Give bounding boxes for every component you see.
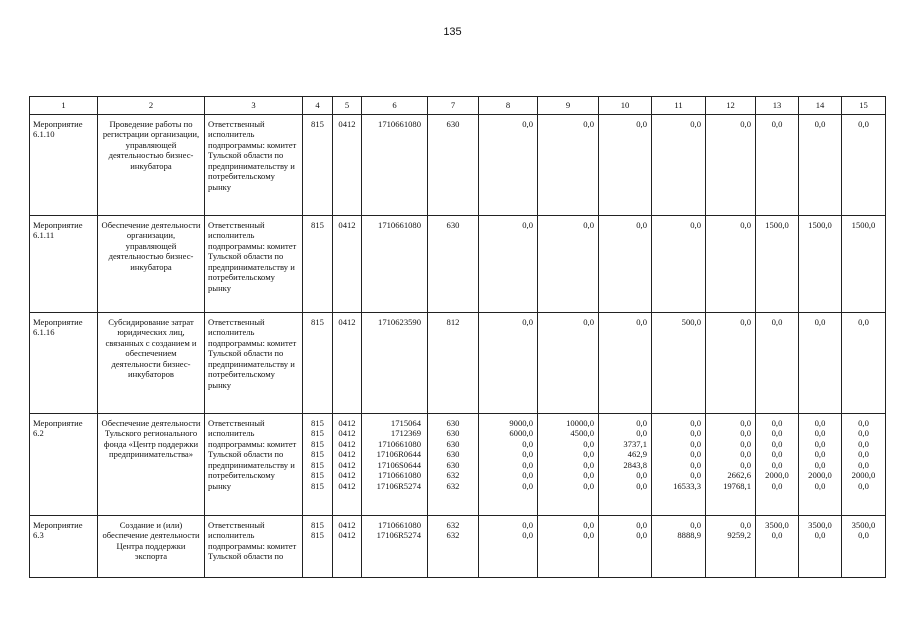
cell-value: 0,0	[858, 480, 869, 491]
cell-value: 0,0	[771, 428, 783, 439]
value-col13-cell	[756, 516, 799, 578]
cell-value: 0,0	[814, 480, 826, 491]
cell-value: 0412	[338, 449, 356, 460]
cell-value: 2662,6	[727, 470, 751, 481]
header-row	[30, 97, 886, 115]
cell-value: 0,0	[522, 317, 533, 327]
code-col4-cell	[303, 516, 333, 578]
cell-value: 0,0	[636, 530, 647, 541]
value-col14-cell	[799, 516, 842, 578]
event-id-cell	[30, 115, 98, 216]
value-col15-cell	[842, 414, 886, 516]
code-col4-cell	[303, 216, 333, 313]
cell-value: 1710661080	[378, 119, 421, 129]
cell-value: 815	[311, 470, 324, 481]
event-name-cell	[98, 414, 205, 516]
cell-value: 0,0	[522, 459, 533, 470]
cell-value: 0412	[338, 220, 356, 230]
value-col10-cell	[599, 115, 652, 216]
value-col8-cell	[479, 414, 538, 516]
cell-value: 0,0	[858, 428, 869, 439]
cell-value: 0,0	[858, 438, 869, 449]
cell-value: 0,0	[814, 119, 826, 129]
cell-value: 0,0	[814, 418, 826, 428]
cell-value: 0412	[338, 317, 356, 327]
column-header: 6	[362, 97, 428, 115]
event-name-text: Обеспечение деятельности организации, управляющей деятельностью бизнес-инкубатора	[101, 220, 201, 272]
cell-value: 630	[446, 119, 460, 129]
cell-value: 0,0	[583, 119, 594, 129]
cell-value: 0,0	[858, 449, 869, 460]
cell-value: 815	[311, 317, 324, 327]
cell-value: 0,0	[771, 438, 783, 449]
cell-value: 0,0	[740, 317, 751, 327]
cell-value: 0412	[338, 438, 356, 449]
cell-value: 462,9	[627, 449, 647, 460]
cell-value: 2000,0	[851, 470, 876, 481]
cell-value: 0,0	[740, 220, 751, 230]
column-header: 2	[98, 97, 205, 115]
cell-value: 0,0	[740, 418, 751, 428]
code-col6-cell	[362, 313, 428, 414]
cell-value: 0,0	[522, 119, 533, 129]
value-col15-cell	[842, 115, 886, 216]
cell-value: 1500,0	[765, 220, 789, 230]
value-col11-cell	[652, 216, 706, 313]
value-col13-cell	[756, 313, 799, 414]
cell-value: 0412	[338, 459, 356, 470]
column-header: 14	[799, 97, 842, 115]
code-col7-cell	[428, 216, 479, 313]
cell-value: 3500,0	[851, 520, 876, 530]
cell-value: 0,0	[690, 520, 701, 530]
cell-value: 0,0	[636, 470, 647, 481]
value-col15-cell	[842, 216, 886, 313]
event-id-cell	[30, 516, 98, 578]
cell-value: 815	[311, 220, 324, 230]
value-col8-cell	[479, 313, 538, 414]
cell-value: 0,0	[522, 438, 533, 449]
cell-value: 0,0	[814, 459, 826, 470]
cell-value: 0,0	[583, 317, 594, 327]
cell-value: 0,0	[522, 530, 533, 541]
event-id-text: Мероприятие 6.3	[33, 520, 83, 541]
code-col5-cell	[333, 216, 362, 313]
cell-value: 1710661080	[378, 220, 421, 230]
column-header: 10	[599, 97, 652, 115]
value-col14-cell	[799, 115, 842, 216]
event-name-cell	[98, 313, 205, 414]
executor-text: Ответственный исполнитель подпрограммы: комитет Тульской области по предпринимательству и потребительскому рынку	[208, 220, 297, 293]
event-name-cell	[98, 216, 205, 313]
cell-value: 2000,0	[765, 470, 789, 481]
cell-value: 0412	[338, 428, 356, 439]
page-number: 135	[443, 26, 462, 38]
cell-value: 0,0	[690, 438, 701, 449]
table-row	[30, 414, 886, 516]
cell-value: 0,0	[771, 418, 783, 428]
code-col4-cell	[303, 414, 333, 516]
cell-value: 0,0	[858, 119, 869, 129]
event-id-text: Мероприятие 6.2	[33, 418, 83, 439]
column-header: 4	[303, 97, 333, 115]
cell-value: 0,0	[583, 470, 594, 481]
cell-value: 0,0	[858, 530, 869, 541]
column-header: 9	[538, 97, 599, 115]
table-row	[30, 313, 886, 414]
value-col13-cell	[756, 115, 799, 216]
cell-value: 1712369	[390, 428, 421, 439]
cell-value: 630	[446, 449, 460, 460]
cell-value: 0,0	[583, 459, 594, 470]
cell-value: 815	[311, 520, 324, 530]
cell-value: 0,0	[771, 530, 783, 541]
cell-value: 815	[311, 449, 324, 460]
cell-value: 1715064	[390, 418, 421, 428]
cell-value: 6000,0	[509, 428, 533, 439]
cell-value: 17106S0644	[377, 459, 421, 470]
cell-value: 0412	[338, 119, 356, 129]
cell-value: 0,0	[636, 520, 647, 530]
code-col7-cell	[428, 516, 479, 578]
cell-value: 0,0	[740, 438, 751, 449]
cell-value: 632	[446, 530, 460, 541]
cell-value: 630	[446, 428, 460, 439]
cell-value: 632	[446, 480, 460, 491]
cell-value: 3500,0	[808, 520, 832, 530]
cell-value: 0,0	[583, 438, 594, 449]
column-header: 5	[333, 97, 362, 115]
cell-value: 4500,0	[570, 428, 594, 439]
cell-value: 19768,1	[723, 480, 751, 491]
event-id-cell	[30, 216, 98, 313]
column-header: 8	[479, 97, 538, 115]
cell-value: 0,0	[690, 459, 701, 470]
budget-table	[29, 96, 886, 578]
value-col8-cell	[479, 115, 538, 216]
cell-value: 815	[311, 119, 324, 129]
cell-value: 0,0	[690, 449, 701, 460]
value-col12-cell	[706, 216, 756, 313]
cell-value: 0,0	[814, 317, 826, 327]
cell-value: 0412	[338, 470, 356, 481]
cell-value: 0412	[338, 418, 356, 428]
cell-value: 3737,1	[623, 438, 647, 449]
table-row	[30, 115, 886, 216]
cell-value: 0,0	[740, 119, 751, 129]
value-col12-cell	[706, 414, 756, 516]
value-col9-cell	[538, 216, 599, 313]
executor-cell	[205, 115, 303, 216]
value-col9-cell	[538, 115, 599, 216]
table-row	[30, 216, 886, 313]
cell-value: 815	[311, 438, 324, 449]
value-col11-cell	[652, 115, 706, 216]
event-name-text: Проведение работы по регистрации организации, управляющей деятельностью бизнес-инкубатора	[102, 119, 200, 171]
cell-value: 0,0	[522, 480, 533, 491]
cell-value: 815	[311, 459, 324, 470]
executor-cell	[205, 313, 303, 414]
executor-text: Ответственный исполнитель подпрограммы: комитет Тульской области по предпринимательству и потребительскому рынку	[208, 119, 297, 192]
cell-value: 0,0	[771, 317, 783, 327]
cell-value: 0,0	[690, 470, 701, 481]
cell-value: 9000,0	[509, 418, 533, 428]
cell-value: 0,0	[636, 317, 647, 327]
cell-value: 0,0	[740, 449, 751, 460]
cell-value: 0,0	[583, 530, 594, 541]
cell-value: 0,0	[583, 220, 594, 230]
cell-value: 16533,3	[673, 480, 701, 491]
value-col15-cell	[842, 516, 886, 578]
cell-value: 0,0	[636, 428, 647, 439]
cell-value: 0412	[338, 520, 356, 530]
value-col12-cell	[706, 516, 756, 578]
cell-value: 500,0	[681, 317, 701, 327]
cell-value: 815	[311, 530, 324, 541]
table-row	[30, 516, 886, 578]
cell-value: 0412	[338, 480, 356, 491]
cell-value: 0,0	[814, 530, 826, 541]
code-col6-cell	[362, 115, 428, 216]
cell-value: 17106R5274	[376, 480, 421, 491]
value-col10-cell	[599, 516, 652, 578]
executor-cell	[205, 216, 303, 313]
cell-value: 8888,9	[677, 530, 701, 541]
cell-value: 0,0	[690, 220, 701, 230]
cell-value: 1710623590	[378, 317, 421, 327]
cell-value: 0,0	[690, 418, 701, 428]
cell-value: 17106R0644	[376, 449, 421, 460]
cell-value: 1710661080	[378, 470, 421, 481]
value-col9-cell	[538, 414, 599, 516]
event-name-text: Обеспечение деятельности Тульского регионального фонда «Центр поддержки предпринимательства»	[101, 418, 201, 460]
cell-value: 2843,8	[623, 459, 647, 470]
cell-value: 9259,2	[727, 530, 751, 541]
code-col4-cell	[303, 115, 333, 216]
value-col11-cell	[652, 313, 706, 414]
cell-value: 0,0	[522, 520, 533, 530]
column-header: 7	[428, 97, 479, 115]
value-col11-cell	[652, 516, 706, 578]
cell-value: 17106R5274	[376, 530, 421, 541]
executor-text: Ответственный исполнитель подпрограммы: комитет Тульской области по	[208, 520, 297, 562]
cell-value: 0,0	[771, 119, 783, 129]
cell-value: 1710661080	[378, 438, 421, 449]
event-id-text: Мероприятие 6.1.10	[33, 119, 83, 140]
event-name-cell	[98, 115, 205, 216]
column-header: 1	[30, 97, 98, 115]
event-id-cell	[30, 313, 98, 414]
cell-value: 0,0	[740, 428, 751, 439]
code-col7-cell	[428, 115, 479, 216]
cell-value: 0,0	[690, 119, 701, 129]
code-col5-cell	[333, 516, 362, 578]
column-header: 12	[706, 97, 756, 115]
code-col6-cell	[362, 216, 428, 313]
cell-value: 0,0	[858, 418, 869, 428]
cell-value: 0,0	[771, 449, 783, 460]
cell-value: 630	[446, 220, 460, 230]
cell-value: 0,0	[636, 480, 647, 491]
value-col10-cell	[599, 216, 652, 313]
cell-value: 815	[311, 428, 324, 439]
table-body	[30, 115, 886, 578]
cell-value: 0,0	[771, 480, 783, 491]
cell-value: 0,0	[522, 220, 533, 230]
code-col7-cell	[428, 414, 479, 516]
value-col9-cell	[538, 313, 599, 414]
cell-value: 630	[446, 459, 460, 470]
cell-value: 0,0	[814, 428, 826, 439]
value-col10-cell	[599, 313, 652, 414]
column-header: 15	[842, 97, 886, 115]
cell-value: 0,0	[583, 520, 594, 530]
code-col6-cell	[362, 414, 428, 516]
code-col5-cell	[333, 414, 362, 516]
code-col5-cell	[333, 115, 362, 216]
cell-value: 632	[446, 470, 460, 481]
column-header: 11	[652, 97, 706, 115]
executor-cell	[205, 516, 303, 578]
cell-value: 0,0	[636, 220, 647, 230]
cell-value: 0,0	[771, 459, 783, 470]
value-col13-cell	[756, 414, 799, 516]
code-col4-cell	[303, 313, 333, 414]
code-col6-cell	[362, 516, 428, 578]
cell-value: 0,0	[636, 119, 647, 129]
value-col10-cell	[599, 414, 652, 516]
cell-value: 1500,0	[808, 220, 832, 230]
value-col11-cell	[652, 414, 706, 516]
event-id-text: Мероприятие 6.1.11	[33, 220, 83, 241]
code-col7-cell	[428, 313, 479, 414]
cell-value: 0,0	[858, 317, 869, 327]
cell-value: 0,0	[522, 449, 533, 460]
cell-value: 632	[446, 520, 460, 530]
event-name-cell	[98, 516, 205, 578]
cell-value: 2000,0	[808, 470, 832, 481]
cell-value: 0,0	[740, 520, 751, 530]
cell-value: 10000,0	[566, 418, 594, 428]
code-col5-cell	[333, 313, 362, 414]
cell-value: 0,0	[522, 470, 533, 481]
value-col15-cell	[842, 313, 886, 414]
value-col9-cell	[538, 516, 599, 578]
cell-value: 812	[446, 317, 460, 327]
event-name-text: Субсидирование затрат юридических лиц, связанных с созданием и обеспечением деятельности бизнес-инкубаторов	[105, 317, 197, 380]
cell-value: 0,0	[814, 449, 826, 460]
executor-text: Ответственный исполнитель подпрограммы: комитет Тульской области по предпринимательству и потребительскому рынку	[208, 418, 297, 491]
event-id-text: Мероприятие 6.1.16	[33, 317, 83, 338]
cell-value: 0,0	[690, 428, 701, 439]
cell-value: 0,0	[858, 459, 869, 470]
cell-value: 815	[311, 480, 324, 491]
event-id-cell	[30, 414, 98, 516]
cell-value: 1710661080	[378, 520, 421, 530]
cell-value: 1500,0	[851, 220, 876, 230]
value-col14-cell	[799, 313, 842, 414]
cell-value: 0412	[338, 530, 356, 541]
cell-value: 0,0	[636, 418, 647, 428]
cell-value: 3500,0	[765, 520, 789, 530]
value-col12-cell	[706, 313, 756, 414]
executor-cell	[205, 414, 303, 516]
event-name-text: Создание и (или) обеспечение деятельности Центра поддержки экспорта	[102, 520, 200, 562]
cell-value: 630	[446, 418, 460, 428]
column-header: 13	[756, 97, 799, 115]
value-col13-cell	[756, 216, 799, 313]
cell-value: 0,0	[583, 449, 594, 460]
value-col8-cell	[479, 216, 538, 313]
value-col8-cell	[479, 516, 538, 578]
cell-value: 0,0	[583, 480, 594, 491]
value-col12-cell	[706, 115, 756, 216]
cell-value: 815	[311, 418, 324, 428]
cell-value: 0,0	[814, 438, 826, 449]
value-col14-cell	[799, 216, 842, 313]
executor-text: Ответственный исполнитель подпрограммы: комитет Тульской области по предпринимательству и потребительскому рынку	[208, 317, 297, 390]
cell-value: 630	[446, 438, 460, 449]
column-header: 3	[205, 97, 303, 115]
value-col14-cell	[799, 414, 842, 516]
cell-value: 0,0	[740, 459, 751, 470]
